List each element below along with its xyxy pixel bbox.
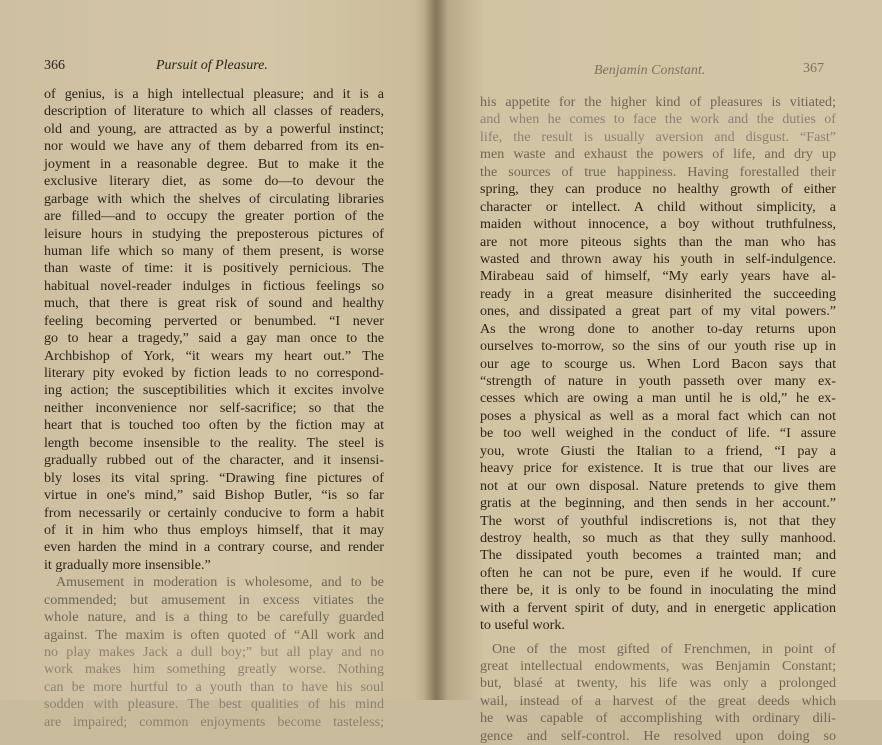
text-line: no play makes Jack a dull boy;” but all play and no (44, 644, 384, 660)
text-line: work makes him something greatly worse. Nothing (44, 661, 384, 678)
text-line: life, the result is usually aversion and disgust. “Fast” (480, 128, 836, 145)
text-line: spring, they can produce no healthy growth of either (480, 181, 836, 198)
text-line: can be more hurtful to a youth than to have his soul (44, 678, 384, 695)
text-line: and when he comes to face the work and the duties of (480, 111, 836, 128)
text-line: cesses which are owing a man until he is old,” he ex- (480, 390, 836, 407)
text-line: destroy health, so much as that they sully manhood. (480, 529, 836, 546)
text-line: men waste and exhaust the powers of life, and dry up (480, 146, 836, 163)
left-page-number: 366 (44, 58, 65, 73)
text-line: feeling becoming perverted or benumbed. “I never (44, 312, 384, 329)
text-line: human life which so many of them present, is worse (44, 242, 384, 259)
text-line: his appetite for the higher kind of pleasures is vitiated; (480, 94, 836, 110)
text-line: Mirabeau said of himself, “My early years have al- (480, 268, 836, 285)
text-line: nor would we have any of them debarred from its en- (44, 138, 384, 155)
text-line: ready in a great measure disinherited the succeeding (480, 285, 836, 302)
text-line: heart that is touched too often by the fiction may at (44, 417, 384, 434)
text-line: Amusement in moderation is wholesome, and to be (56, 574, 384, 591)
text-line: virtue in one's mind,” said Bishop Butler, “is so far (44, 487, 384, 504)
text-line: habitual novel-reader indulges in fictious feelings so (44, 277, 384, 294)
text-line: but, blasé at twenty, his life was only a prolonged (480, 675, 836, 692)
left-page (0, 0, 432, 730)
text-line: it gradually more insensible.” (44, 556, 211, 573)
text-line: “strength of nature in youth passeth over many ex- (480, 373, 836, 389)
text-line: The dissipated youth becomes a trainted man; and (480, 547, 836, 564)
text-line: The worst of youthful indiscretions is, not that they (480, 512, 836, 529)
text-line: are not more piteous sights than the man who has (480, 233, 836, 250)
text-line: to useful work. (480, 617, 565, 634)
text-line: description of literature to which all classes of readers, (44, 103, 384, 120)
text-line: commended; but amusement in excess vitiates the (44, 591, 384, 608)
right-page-body (480, 94, 836, 745)
text-line: gradually rubbed out of the character, and it insensi- (44, 452, 384, 469)
text-line: One of the most gifted of Frenchmen, in point of (492, 640, 836, 657)
text-line: are impaired; common enjoyments become tasteless; (44, 713, 384, 730)
text-line: gratis at the beginning, and then sends in her account.” (480, 495, 836, 512)
text-line: As the wrong done to another to-day returns upon (480, 320, 836, 337)
text-line: of it in him who thus employs himself, that it may (44, 521, 384, 538)
text-line: great intellectual endowments, was Benjamin Constant; (480, 658, 836, 674)
text-line: are filled—and to occupy the greater portion of the (44, 208, 384, 225)
text-line: exclusive literary diet, as some do—to devour the (44, 173, 384, 190)
text-line: not at our own disposal. Nature pretends to give them (480, 477, 836, 494)
text-line: the sources of true happiness. Having forestalled their (480, 163, 836, 180)
text-line: Archbishop of York, “it wears my heart out.” The (44, 347, 384, 364)
text-line: literary pity evoked by fiction leads to no correspond- (44, 365, 384, 381)
text-line: ing action; the susceptibilities which it excites involve (44, 382, 384, 399)
right-page-number: 367 (803, 61, 824, 76)
left-running-title: Pursuit of Pleasure. (156, 58, 268, 73)
text-line: leisure hours in studying the preposterous pictures of (44, 225, 384, 242)
text-line: you, wrote Giusti the Italian to a friend, “I pay a (480, 442, 836, 459)
text-line: heavy price for existence. It is true that our lives are (480, 460, 836, 477)
text-line: length become insensible to the reality. The steel is (44, 434, 384, 451)
text-line: character or intellect. A child without simplicity, a (480, 198, 836, 215)
text-line: gence and self-control. He resolved upon doing so (480, 727, 836, 744)
right-page (446, 0, 882, 744)
text-line: bly loses its vital spring. “Drawing fine pictures of (44, 469, 384, 486)
text-line: much, that there is great risk of sound and healthy (44, 295, 384, 312)
text-line: go to hear a tragedy,” said a gay man once to the (44, 330, 384, 347)
text-line: of genius, is a high intellectual pleasure; and it is a (44, 86, 384, 102)
text-line: be too well weighed in the conduct of life. “I assure (480, 425, 836, 442)
text-line: maiden without innocence, a boy without truthfulness, (480, 216, 836, 233)
text-line: against. The maxim is often quoted of “All work and (44, 626, 384, 643)
text-line: often he can not be pure, even if he would. If cure (480, 564, 836, 581)
text-line: than waste of time: it is positively pernicious. The (44, 260, 384, 277)
text-line: he was capable of accomplishing with ordinary dili- (480, 710, 836, 727)
text-line: ourselves to-morrow, so the sins of our youth rise up in (480, 338, 836, 355)
text-line: whole nature, and is a thing to be carefully guarded (44, 609, 384, 626)
text-line: our age to scourge us. When Lord Bacon says that (480, 355, 836, 372)
text-line: from necessarily or certainly conducive to form a habit (44, 504, 384, 521)
text-line: ones, and dissipated a great part of my vital powers.” (480, 303, 836, 320)
text-line: wasted and thrown away his youth in self-indulgence. (480, 250, 836, 267)
left-page-body (44, 86, 384, 731)
text-line: neither inconvenience nor self-sacrifice; so that the (44, 399, 384, 416)
text-line: with a fervent spirit of duty, and in energetic application (480, 599, 836, 616)
text-line: sodden with pleasure. The best qualities of his mind (44, 696, 384, 713)
text-line: there be, it is only to be found in inoculating the mind (480, 582, 836, 599)
text-line: joyment in a reasonable degree. But to make it the (44, 155, 384, 172)
text-line: garbage with which the shelves of circulating libraries (44, 190, 384, 207)
right-running-title: Benjamin Constant. (594, 63, 706, 78)
text-line: wail, instead of a harvest of the great deeds which (480, 692, 836, 709)
text-line: old and young, are attracted as by a powerful instinct; (44, 120, 384, 137)
text-line: even harden the mind in a contrary course, and render (44, 539, 384, 556)
text-line: poses a physical as well as a moral fact which can not (480, 407, 836, 424)
